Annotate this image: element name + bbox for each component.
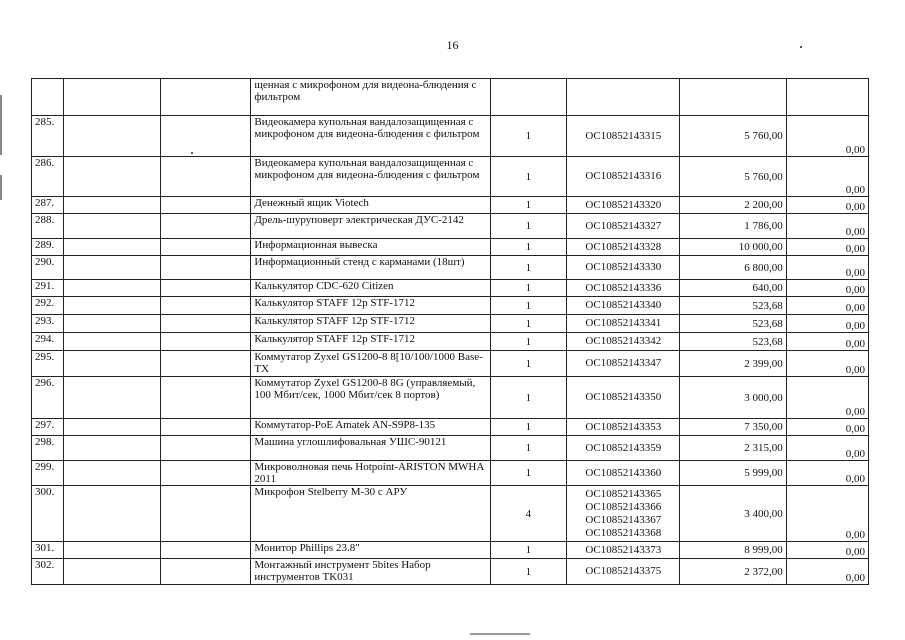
- inventory-code: ОС10852143320: [585, 198, 662, 211]
- inventory-code-cell: [567, 333, 680, 351]
- inventory-code: ОС10852143342: [585, 335, 662, 347]
- inventory-code-cell: [567, 157, 680, 197]
- table-row: [32, 116, 869, 157]
- table-row: [32, 239, 869, 256]
- book-value-cell: 5 760,00: [680, 116, 786, 157]
- item-name-cell: щенная с микрофоном для видеона-блюдения с фильтром: [251, 79, 490, 116]
- row-number-cell: 287.: [32, 197, 64, 214]
- quantity-cell: 4: [490, 486, 567, 542]
- residual-value-cell: 0,00: [786, 197, 868, 214]
- table-row: [32, 157, 869, 197]
- quantity-cell: 1: [490, 351, 567, 377]
- table-row: [32, 256, 869, 280]
- residual-value-cell: 0,00: [786, 280, 868, 297]
- residual-value-cell: 0,00: [786, 542, 868, 559]
- quantity-cell: 1: [490, 239, 567, 256]
- row-number-cell: 296.: [32, 377, 64, 419]
- quantity-cell: 1: [490, 436, 567, 461]
- quantity-cell: 1: [490, 333, 567, 351]
- empty-cell: [161, 256, 251, 280]
- inventory-code-cell: [567, 461, 680, 486]
- inventory-code-cell: [567, 280, 680, 297]
- quantity-cell: 1: [490, 297, 567, 315]
- quantity-cell: 1: [490, 214, 567, 239]
- scan-footer-mark: [470, 633, 530, 635]
- item-name-cell: Калькулятор STAFF 12p STF-1712: [251, 315, 490, 333]
- empty-cell: [161, 333, 251, 351]
- empty-cell: [161, 116, 251, 157]
- row-number-cell: 289.: [32, 239, 64, 256]
- item-name-cell: Монтажный инструмент 5bites Набор инструментов TK031: [251, 559, 490, 585]
- empty-cell: [161, 436, 251, 461]
- item-name-cell: Денежный ящик Viotech: [251, 197, 490, 214]
- empty-cell: [63, 297, 161, 315]
- inventory-code: ОС10852143359: [585, 441, 662, 454]
- table-row: [32, 297, 869, 315]
- quantity-cell: [490, 79, 567, 116]
- item-name-cell: Видеокамера купольная вандалозащищенная с микрофоном для видеона-блюдения с фильтром: [251, 116, 490, 157]
- empty-cell: [63, 239, 161, 256]
- item-name-cell: Калькулятор CDC-620 Citizen: [251, 280, 490, 297]
- book-value-cell: 523,68: [680, 333, 786, 351]
- inventory-code: ОС10852143340: [585, 299, 662, 311]
- book-value-cell: 523,68: [680, 297, 786, 315]
- inventory-code-cell: [567, 377, 680, 419]
- book-value-cell: 3 000,00: [680, 377, 786, 419]
- inventory-code-cell: [567, 559, 680, 585]
- item-name-cell: Дрель-шуруповерт электрическая ДУС-2142: [251, 214, 490, 239]
- book-value-cell: 5 999,00: [680, 461, 786, 486]
- inventory-code: ОС10852143360: [585, 466, 662, 479]
- residual-value-cell: 0,00: [786, 315, 868, 333]
- item-name-cell: Монитор Phillips 23.8": [251, 542, 490, 559]
- inventory-code-cell: [567, 197, 680, 214]
- residual-value-cell: 0,00: [786, 297, 868, 315]
- quantity-cell: 1: [490, 461, 567, 486]
- book-value-cell: 5 760,00: [680, 157, 786, 197]
- inventory-code: ОС10852143366: [585, 500, 662, 513]
- residual-value-cell: 0,00: [786, 377, 868, 419]
- quantity-cell: 1: [490, 315, 567, 333]
- empty-cell: [161, 315, 251, 333]
- item-name-cell: Информационная вывеска: [251, 239, 490, 256]
- inventory-code-cell: [567, 297, 680, 315]
- row-number-cell: 302.: [32, 559, 64, 585]
- book-value-cell: 6 800,00: [680, 256, 786, 280]
- scan-speck: [800, 46, 802, 48]
- empty-cell: [63, 280, 161, 297]
- inventory-code: ОС10852143336: [585, 281, 662, 294]
- row-number-cell: 285.: [32, 116, 64, 157]
- quantity-cell: 1: [490, 256, 567, 280]
- row-number-cell: 301.: [32, 542, 64, 559]
- item-name-cell: Видеокамера купольная вандалозащищенная с микрофоном для видеона-блюдения с фильтром: [251, 157, 490, 197]
- empty-cell: [63, 486, 161, 542]
- residual-value-cell: 0,00: [786, 351, 868, 377]
- inventory-code: ОС10852143353: [585, 420, 662, 433]
- row-number-cell: 299.: [32, 461, 64, 486]
- empty-cell: [63, 436, 161, 461]
- residual-value-cell: 0,00: [786, 157, 868, 197]
- item-name-cell: Калькулятор STAFF 12p STF-1712: [251, 297, 490, 315]
- table-row: [32, 197, 869, 214]
- residual-value-cell: 0,00: [786, 461, 868, 486]
- book-value-cell: 8 999,00: [680, 542, 786, 559]
- empty-cell: [63, 419, 161, 436]
- row-number-cell: 300.: [32, 486, 64, 542]
- residual-value-cell: 0,00: [786, 436, 868, 461]
- book-value-cell: 523,68: [680, 315, 786, 333]
- inventory-code-cell: [567, 79, 680, 116]
- item-name-cell: Коммутатор-PoE Amatek AN-S9P8-135: [251, 419, 490, 436]
- empty-cell: [63, 315, 161, 333]
- item-name-cell: Микроволновая печь Hotpoint-ARISTON MWHA 2011: [251, 461, 490, 486]
- row-number-cell: 292.: [32, 297, 64, 315]
- residual-value-cell: [786, 79, 868, 116]
- quantity-cell: 1: [490, 542, 567, 559]
- table-row: [32, 315, 869, 333]
- inventory-code: ОС10852143350: [585, 391, 662, 403]
- inventory-code: ОС10852143375: [585, 565, 662, 577]
- row-number-cell: 297.: [32, 419, 64, 436]
- residual-value-cell: 0,00: [786, 214, 868, 239]
- empty-cell: [63, 256, 161, 280]
- inventory-code: ОС10852143327: [585, 219, 662, 232]
- item-name-cell: Коммутатор Zyxel GS1200-8 8G (управляемый, 100 Мбит/сек, 1000 Мбит/сек 8 портов): [251, 377, 490, 419]
- empty-cell: [161, 239, 251, 256]
- inventory-code: ОС10852143368: [585, 526, 662, 539]
- book-value-cell: 2 315,00: [680, 436, 786, 461]
- row-number-cell: 294.: [32, 333, 64, 351]
- item-name-cell: Информационный стенд с карманами (18шт): [251, 256, 490, 280]
- empty-cell: [161, 157, 251, 197]
- table-row: [32, 79, 869, 116]
- empty-cell: [161, 377, 251, 419]
- table-row: [32, 461, 869, 486]
- inventory-code: ОС10852143367: [585, 513, 662, 526]
- item-name-cell: Машина углошлифовальная УШС-90121: [251, 436, 490, 461]
- quantity-cell: 1: [490, 116, 567, 157]
- book-value-cell: 2 200,00: [680, 197, 786, 214]
- empty-cell: [63, 377, 161, 419]
- residual-value-cell: 0,00: [786, 559, 868, 585]
- quantity-cell: 1: [490, 559, 567, 585]
- empty-cell: [63, 559, 161, 585]
- inventory-code: ОС10852143316: [585, 170, 662, 182]
- inventory-code-cell: [567, 351, 680, 377]
- empty-cell: [63, 461, 161, 486]
- inventory-code: ОС10852143330: [585, 261, 662, 273]
- table-row: [32, 436, 869, 461]
- inventory-code: ОС10852143328: [585, 240, 662, 253]
- empty-cell: [161, 79, 251, 116]
- empty-cell: [63, 214, 161, 239]
- quantity-cell: 1: [490, 280, 567, 297]
- page-number: 16: [446, 38, 459, 52]
- inventory-code-cell: [567, 436, 680, 461]
- inventory-code-cell: [567, 542, 680, 559]
- table-row: [32, 486, 869, 542]
- inventory-table: [31, 78, 869, 585]
- item-name-cell: Микрофон Stelberry M-30 с АРУ: [251, 486, 490, 542]
- inventory-code: ОС10852143365: [585, 487, 662, 500]
- row-number-cell: 293.: [32, 315, 64, 333]
- table-row: [32, 542, 869, 559]
- book-value-cell: 7 350,00: [680, 419, 786, 436]
- inventory-code-cell: [567, 239, 680, 256]
- empty-cell: [161, 559, 251, 585]
- scan-margin-mark: [0, 95, 2, 155]
- empty-cell: [161, 542, 251, 559]
- empty-cell: [161, 351, 251, 377]
- book-value-cell: [680, 79, 786, 116]
- inventory-code: ОС10852143373: [585, 543, 662, 556]
- inventory-code-cell: [567, 214, 680, 239]
- row-number-cell: 286.: [32, 157, 64, 197]
- inventory-code-cell: [567, 419, 680, 436]
- quantity-cell: 1: [490, 157, 567, 197]
- row-number-cell: 291.: [32, 280, 64, 297]
- row-number-cell: 298.: [32, 436, 64, 461]
- book-value-cell: 10 000,00: [680, 239, 786, 256]
- residual-value-cell: 0,00: [786, 239, 868, 256]
- inventory-code: ОС10852143347: [585, 357, 662, 369]
- inventory-code-cell: [567, 315, 680, 333]
- empty-cell: [63, 351, 161, 377]
- row-number-cell: 290.: [32, 256, 64, 280]
- empty-cell: [63, 79, 161, 116]
- row-number-cell: 288.: [32, 214, 64, 239]
- residual-value-cell: 0,00: [786, 116, 868, 157]
- inventory-code-cell: [567, 116, 680, 157]
- row-number-cell: [32, 79, 64, 116]
- table-row: [32, 419, 869, 436]
- empty-cell: [63, 157, 161, 197]
- inventory-code: ОС10852143315: [585, 129, 662, 142]
- inventory-code: ОС10852143341: [585, 317, 662, 329]
- table-row: [32, 351, 869, 377]
- item-name-cell: Коммутатор Zyxel GS1200-8 8[10/100/1000 Base-TX: [251, 351, 490, 377]
- table-row: [32, 559, 869, 585]
- scan-margin-mark: [0, 175, 2, 200]
- empty-cell: [161, 419, 251, 436]
- residual-value-cell: 0,00: [786, 419, 868, 436]
- quantity-cell: 1: [490, 419, 567, 436]
- inventory-code-cell: [567, 486, 680, 542]
- row-number-cell: 295.: [32, 351, 64, 377]
- empty-cell: [161, 197, 251, 214]
- book-value-cell: 2 399,00: [680, 351, 786, 377]
- book-value-cell: 3 400,00: [680, 486, 786, 542]
- empty-cell: [161, 486, 251, 542]
- empty-cell: [161, 461, 251, 486]
- item-name-cell: Калькулятор STAFF 12p STF-1712: [251, 333, 490, 351]
- book-value-cell: 640,00: [680, 280, 786, 297]
- quantity-cell: 1: [490, 377, 567, 419]
- table-row: [32, 280, 869, 297]
- inventory-code-cell: [567, 256, 680, 280]
- book-value-cell: 2 372,00: [680, 559, 786, 585]
- empty-cell: [63, 333, 161, 351]
- empty-cell: [161, 280, 251, 297]
- quantity-cell: 1: [490, 197, 567, 214]
- table-row: [32, 377, 869, 419]
- empty-cell: [63, 197, 161, 214]
- residual-value-cell: 0,00: [786, 333, 868, 351]
- empty-cell: [161, 297, 251, 315]
- residual-value-cell: 0,00: [786, 256, 868, 280]
- residual-value-cell: 0,00: [786, 486, 868, 542]
- book-value-cell: 1 786,00: [680, 214, 786, 239]
- table-row: [32, 214, 869, 239]
- empty-cell: [63, 116, 161, 157]
- empty-cell: [63, 542, 161, 559]
- empty-cell: [161, 214, 251, 239]
- table-row: [32, 333, 869, 351]
